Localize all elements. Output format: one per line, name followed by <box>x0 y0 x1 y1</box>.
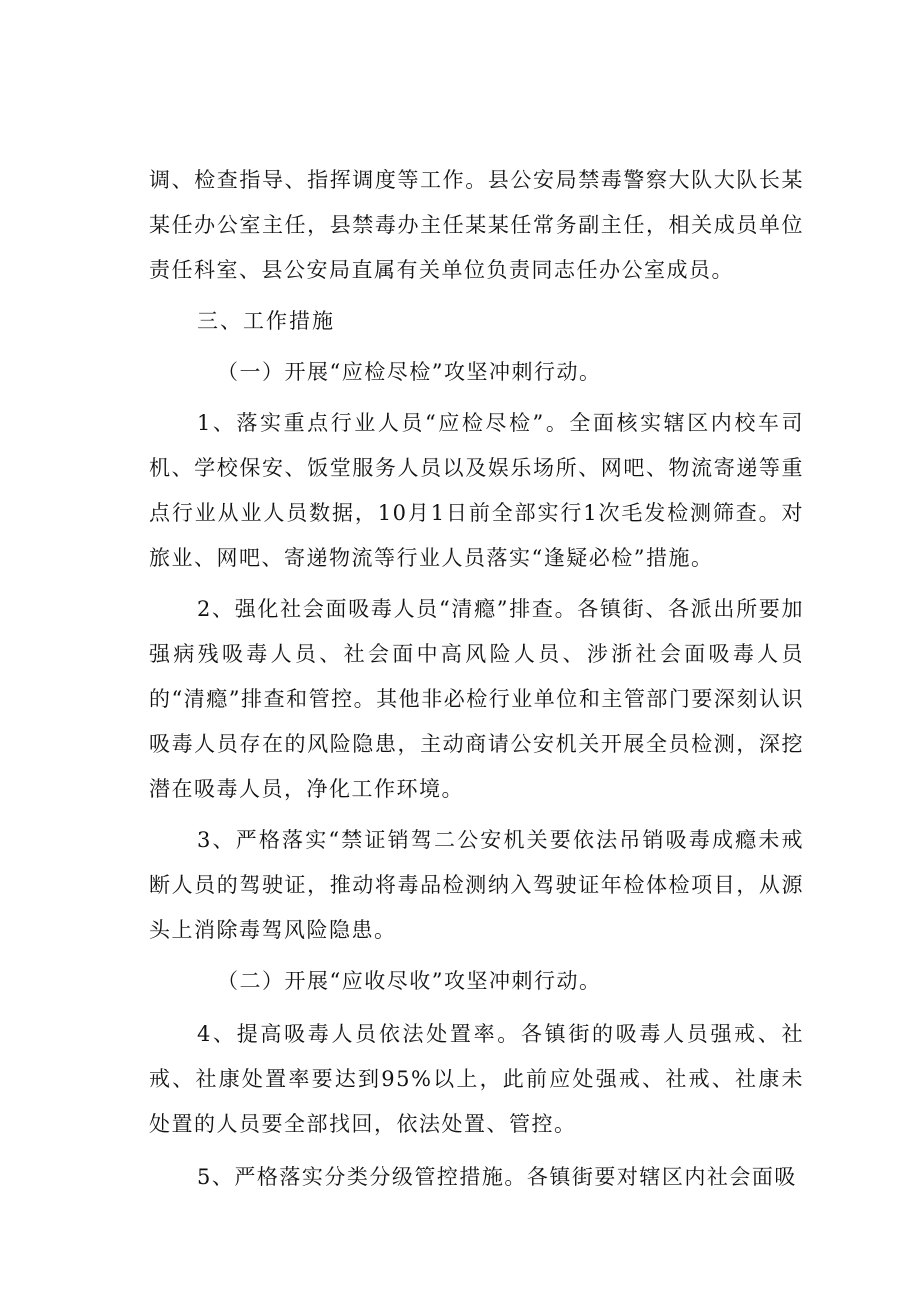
subsection-heading-1: （一）开展“应检尽检”攻坚冲刺行动。 <box>217 360 602 384</box>
subsection-heading-2: （二）开展“应收尽收”攻坚冲刺行动。 <box>217 969 602 993</box>
paragraph-item-5: 5、严格落实分类分级管控措施。各镇街要对辖区内社会面吸 <box>197 1165 797 1189</box>
section-heading-work-measures: 三、工作措施 <box>197 309 335 333</box>
paragraph-item-4: 4、提高吸毒人员依法处置率。各镇街的吸毒人员强戒、社戒、社康处置率要达到95%以上，此前应处强戒、社戒、社康未处置的人员要全部找回，依法处置、管控。 <box>149 1022 804 1136</box>
paragraph-item-1: 1、落实重点行业人员“应检尽检”。全面核实辖区内校车司机、学校保安、饭堂服务人员以及娱乐场所、网吧、物流寄递等重点行业从业人员数据，10月1日前全部实行1次毛发检测筛查。对旅业、网吧、寄递物流等行业人员落实“逢疑必检”措施。 <box>149 411 804 570</box>
paragraph-continuation: 调、检查指导、指挥调度等工作。县公安局禁毒警察大队大队长某某任办公室主任，县禁毒办主任某某任常务副主任，相关成员单位责任科室、县公安局直属有关单位负责同志任办公室成员。 <box>149 168 804 282</box>
paragraph-item-3: 3、严格落实“禁证销驾二公安机关要依法吊销吸毒成瘾未戒断人员的驾驶证，推动将毒品检测纳入驾驶证年检体检项目，从源头上消除毒驾风险隐患。 <box>149 828 804 942</box>
paragraph-item-2: 2、强化社会面吸毒人员“清瘾”排查。各镇街、各派出所要加强病残吸毒人员、社会面中高风险人员、涉浙社会面吸毒人员的“清瘾”排查和管控。其他非必检行业单位和主管部门要深刻认识吸毒人员存在的风险隐患，主动商请公安机关开展全员检测，深挖潜在吸毒人员，净化工作环境。 <box>149 597 804 801</box>
document-body <box>149 158 804 1200</box>
